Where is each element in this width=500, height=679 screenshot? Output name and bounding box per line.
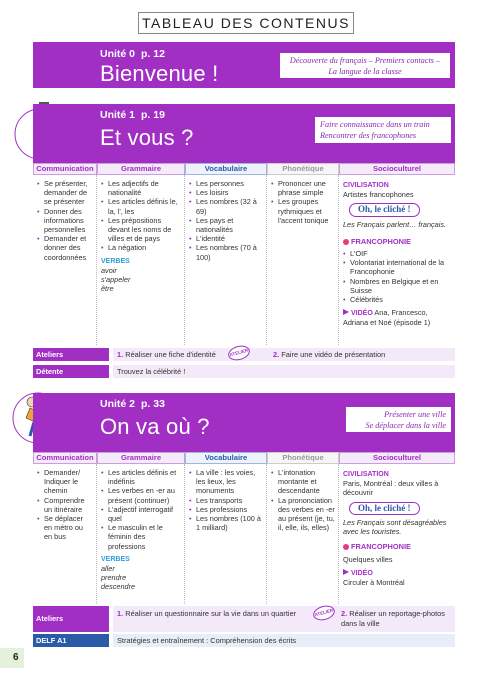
unit-2-delf-row: DELF A1 Stratégies et entraînement : Compréhension des écrits [33, 634, 455, 647]
unit-2-col-grammaire: Grammaire • Les articles définis et indéfinis • Les verbes en -er au présent (continuer) • L'adjectif interrogatif quel • Le masculin et le féminin des professions VERBES aller prendre descendre [97, 452, 185, 604]
unit-1-table [33, 163, 455, 345]
play-icon [343, 569, 349, 575]
column-header: Socioculturel [339, 163, 455, 175]
unit-1-label: Unité 1 p. 19 [100, 109, 165, 121]
unit-1-band [33, 104, 455, 164]
unit-2-col-communication: Communication • Demander/ Indiquer le chemin • Comprendre un itinéraire • Se déplacer en métro ou en bus [33, 452, 97, 604]
unit-2-ateliers-row: Ateliers 1. Réaliser un questionnaire sur la vie dans un quartier 2. Réaliser un reportage-photos dans la ville [33, 606, 455, 632]
cliche-badge: Oh, le cliché ! [349, 203, 420, 216]
page-title: TABLEAU DES CONTENUS [138, 12, 354, 34]
unit-1-title: Et vous ? [100, 125, 194, 150]
unit-2-page-ref: p. 33 [141, 398, 165, 410]
column-header: Vocabulaire [185, 452, 267, 464]
column-header: Communication [33, 163, 97, 175]
unit-1-objectives: Faire connaissance dans un train Rencontrer des francophones [314, 116, 452, 144]
unit-0-band [33, 42, 455, 88]
column-header: Communication [33, 452, 97, 464]
unit-1-ateliers-row: Ateliers 1. Réaliser une fiche d'identité 2. Faire une vidéo de présentation [33, 348, 455, 361]
unit-2-label: Unité 2 p. 33 [100, 398, 165, 410]
unit-2-title: On va où ? [100, 414, 210, 439]
unit-1-col-socioculturel: Socioculturel CIVILISATION Artistes francophones Oh, le cliché ! Les Français parlent… français. FRANCOPHONIE • L'OIF • Volontariat international de la Francophonie • Nombres en Belgique et en Suisse • Célébrités VIDÉO Ana, Francesco, Adriana et Noé (épisode 1) [339, 163, 455, 345]
page-number: 6 [0, 648, 24, 668]
unit-1-col-vocabulaire: Vocabulaire • Les personnes • Les loisirs • Les nombres (32 à 69) • Les pays et nationalités • L'identité • Les nombres (70 à 100) [185, 163, 267, 345]
column-header: Socioculturel [339, 452, 455, 464]
unit-1-col-grammaire: Grammaire • Les adjectifs de nationalité • Les articles définis le, la, l', les • Les prépositions devant les noms de villes et de pays • La négation VERBES avoir s'appeler être [97, 163, 185, 345]
column-header: Phonétique [267, 163, 339, 175]
unit-2-col-phonetique: Phonétique • L'intonation montante et descendante • La prononciation des verbes en -er au présent (je, tu, il, elle, ils, elles) [267, 452, 339, 604]
column-header: Phonétique [267, 452, 339, 464]
unit-1-col-phonetique: Phonétique • Prononcer une phrase simple • Les groupes rythmiques et l'accent tonique [267, 163, 339, 345]
column-header: Grammaire [97, 163, 185, 175]
play-icon [343, 309, 349, 315]
cliche-badge: Oh, le cliché ! [349, 502, 420, 515]
unit-0-title: Bienvenue ! [100, 61, 219, 86]
unit-2-band [33, 393, 455, 453]
francophonie-dot-icon [343, 544, 349, 550]
unit-2-objectives: Présenter une ville Se déplacer dans la ville [345, 406, 452, 433]
unit-1-col-communication: Communication • Se présenter, demander de se présenter • Donner des informations personnelles • Demander et donner des coordonnées [33, 163, 97, 345]
unit-0-label: Unité 0 p. 12 [100, 48, 165, 60]
unit-1-detente-row: Détente Trouvez la célébrité ! [33, 365, 455, 378]
column-header: Grammaire [97, 452, 185, 464]
atelier-badge-icon: ATELIER [227, 343, 252, 362]
video-heading: VIDÉO [343, 569, 452, 578]
francophonie-heading: FRANCOPHONIE [343, 237, 452, 246]
video-line: VIDÉO Ana, Francesco, Adriana et Noé (épisode 1) [343, 308, 431, 328]
unit-2-col-socioculturel: Socioculturel CIVILISATION Paris, Montréal : deux villes à découvrir Oh, le cliché ! Les Français sont désagréables avec les touristes. FRANCOPHONIE Quelques villes VIDÉO Circuler à Montréal [339, 452, 455, 604]
atelier-badge-icon: ATELIER [312, 603, 337, 622]
unit-2-table [33, 452, 455, 604]
column-header: Vocabulaire [185, 163, 267, 175]
francophonie-heading: FRANCOPHONIE [343, 542, 452, 551]
francophonie-dot-icon [343, 239, 349, 245]
unit-2-col-vocabulaire: Vocabulaire • La ville : les voies, les lieux, les monuments • Les transports • Les professions • Les nombres (100 à 1 milliard) [185, 452, 267, 604]
unit-0-page-ref: p. 12 [141, 48, 165, 60]
unit-1-page-ref: p. 19 [141, 109, 165, 121]
unit-0-objectives: Découverte du français – Premiers contacts – La langue de la classe [279, 52, 451, 79]
